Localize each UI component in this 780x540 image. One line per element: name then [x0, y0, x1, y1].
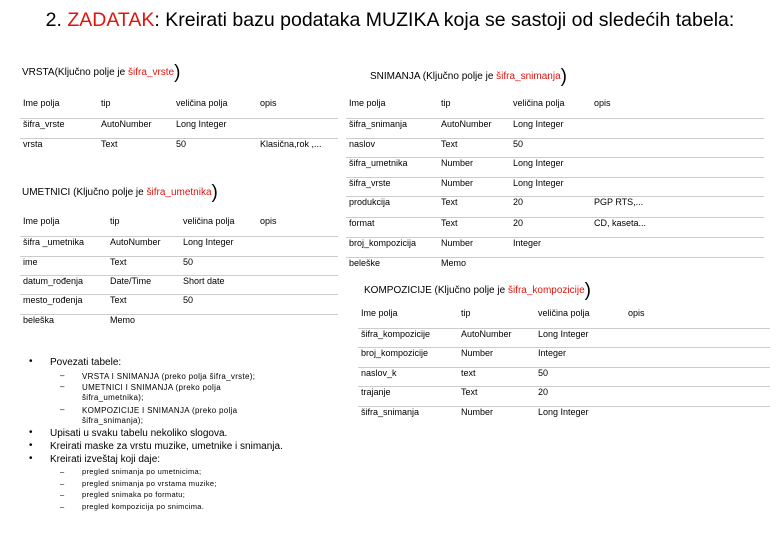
table-cell: Ime polja [20, 98, 98, 118]
title-highlight: ZADATAK [67, 9, 155, 31]
table-header-row [358, 308, 770, 328]
table-cell: Text [438, 217, 510, 237]
sub-item: VRSTA I SNIMANJA (preko polja šifra_vrste); [82, 372, 256, 381]
table-cell: Integer [535, 347, 625, 367]
table-cell: Memo [441, 257, 467, 268]
table-cell: tip [438, 98, 510, 118]
vrsta-caption: VRSTA(Ključno polje je šifra_vrste) [22, 62, 181, 83]
dash: – [60, 502, 65, 511]
table-row [358, 367, 770, 386]
table-cell [625, 347, 770, 367]
table-row [20, 256, 338, 275]
table-cell: Text [438, 138, 510, 157]
bullet-2-text: Upisati u svaku tabelu nekoliko slogova. [50, 428, 228, 439]
table-cell [591, 157, 764, 177]
table-cell: Date/Time [107, 275, 180, 294]
table-row [20, 138, 338, 174]
table-cell [257, 294, 338, 314]
table-row [346, 177, 764, 196]
bullet-3-text: Kreirati maske za vrstu muzike, umetnike i snimanja. [50, 441, 283, 452]
table-row [20, 314, 338, 336]
table-cell [625, 386, 770, 406]
table-row [358, 386, 770, 406]
bullet-1-text: Povezati tabele: [50, 357, 122, 368]
snimanja-table [346, 98, 764, 276]
table-cell: Long Integer [510, 157, 591, 177]
table-cell [591, 237, 764, 257]
table-row [346, 237, 764, 257]
table-cell: 50 [510, 138, 591, 157]
table-cell: tip [107, 216, 180, 236]
dash: – [60, 371, 65, 380]
sub-item: pregled snimaka po formatu; [82, 490, 186, 499]
table-cell: veličina polja [173, 98, 257, 118]
table-cell: trajanje [358, 386, 458, 406]
table-cell [257, 314, 338, 336]
table-cell: CD, kaseta... [591, 217, 764, 237]
table-cell: opis [257, 98, 338, 118]
table-cell [625, 406, 770, 425]
table-cell [257, 118, 338, 138]
table-cell: tip [458, 308, 535, 328]
table-cell: broj_kompozicija [346, 237, 438, 257]
table-cell: beleška [23, 314, 55, 325]
table-cell: Long Integer [510, 118, 591, 138]
table-cell: Long Integer [535, 328, 625, 347]
bullet-4: • [29, 453, 33, 464]
sub-item: pregled snimanja po vrstama muzike; [82, 479, 217, 488]
table-cell: ime [20, 256, 107, 275]
table-cell [257, 275, 338, 294]
table-cell [625, 367, 770, 386]
table-cell: Ime polja [20, 216, 107, 236]
table-cell: šifra_vrste [346, 177, 438, 196]
table-cell: veličina polja [535, 308, 625, 328]
table-cell: Number [438, 237, 510, 257]
sub-item: UMETNICI I SNIMANJA (preko polja [82, 383, 221, 392]
table-cell: 20 [510, 196, 591, 217]
table-row [346, 118, 764, 138]
table-cell: Ime polja [358, 308, 458, 328]
table-row [358, 328, 770, 347]
table-cell: Number [461, 406, 494, 417]
table-cell: opis [257, 216, 338, 236]
table-cell: tip [98, 98, 173, 118]
table-cell: 20 [535, 386, 625, 406]
table-cell: šifra _umetnika [20, 236, 107, 256]
table-cell: šifra_kompozicije [358, 328, 458, 347]
dash: – [60, 467, 65, 476]
umetnici-table [20, 216, 338, 336]
table-cell: šifra_snimanja [361, 406, 420, 417]
table-cell: veličina polja [510, 98, 591, 118]
table-cell: Text [101, 138, 118, 149]
kompozicije-table [358, 308, 770, 425]
table-cell: Text [438, 196, 510, 217]
table-row [20, 236, 338, 256]
table-cell [257, 256, 338, 275]
table-cell: 50 [535, 367, 625, 386]
snimanja-caption: SNIMANJA (Ključno polje je šifra_snimanja) [370, 66, 567, 87]
table-cell: Ime polja [346, 98, 438, 118]
table-header-row [20, 216, 338, 236]
table-row [358, 406, 770, 425]
table-row [346, 257, 764, 276]
table-cell: mesto_rođenja [20, 294, 107, 314]
table-cell: šifra_snimanja [346, 118, 438, 138]
kompozicije-caption: KOMPOZICIJE (Ključno polje je šifra_kompozicije) [364, 280, 591, 301]
table-cell: naslov [346, 138, 438, 157]
table-cell [591, 118, 764, 138]
table-cell [591, 138, 764, 157]
table-cell [257, 236, 338, 256]
table-cell [625, 328, 770, 347]
table-cell: 50 [180, 256, 257, 275]
table-cell: Integer [510, 237, 591, 257]
table-cell: Text [107, 256, 180, 275]
table-row [20, 294, 338, 314]
table-row [346, 138, 764, 157]
table-row [20, 118, 338, 138]
table-row [346, 196, 764, 217]
table-header-row [20, 98, 338, 118]
table-cell: AutoNumber [98, 118, 173, 138]
umetnici-caption: UMETNICI (Ključno polje je šifra_umetnika) [22, 182, 218, 203]
table-cell: datum_rođenja [20, 275, 107, 294]
table-cell: produkcija [346, 196, 438, 217]
table-cell: naslov_k [358, 367, 458, 386]
table-cell: Short date [180, 275, 257, 294]
table-cell: beleške [349, 257, 381, 268]
sub-item: pregled kompozicija po snimcima. [82, 502, 205, 511]
table-cell: 20 [510, 217, 591, 237]
table-cell: šifra_umetnika [346, 157, 438, 177]
table-cell: opis [591, 98, 764, 118]
dash: – [60, 479, 65, 488]
table-cell: Long Integer [180, 236, 257, 256]
table-cell: Number [458, 347, 535, 367]
table-cell [591, 257, 764, 276]
bullet-4-text: Kreirati izveštaj koji daje: [50, 454, 161, 465]
table-cell: Long Integer [538, 406, 589, 417]
table-cell: Text [458, 386, 535, 406]
table-cell: AutoNumber [438, 118, 510, 138]
table-cell: veličina polja [180, 216, 257, 236]
table-row [346, 157, 764, 177]
table-row [346, 217, 764, 237]
dash: – [60, 382, 65, 391]
table-cell: text [458, 367, 535, 386]
bullet-1: • [29, 356, 33, 367]
table-row [20, 275, 338, 294]
table-cell: 50 [180, 294, 257, 314]
table-cell: format [346, 217, 438, 237]
table-header-row [346, 98, 764, 118]
table-cell: broj_kompozicije [358, 347, 458, 367]
dash: – [60, 490, 65, 499]
bullet-3: • [29, 440, 33, 451]
table-cell: Klasična,rok ,... [260, 138, 322, 149]
sub-item: šifra_umetnika); [82, 393, 144, 402]
table-cell: Memo [110, 314, 136, 325]
table-cell: šifra_vrste [20, 118, 98, 138]
dash: – [60, 405, 65, 414]
table-cell: AutoNumber [458, 328, 535, 347]
table-cell: Number [438, 177, 510, 196]
table-cell: Number [438, 157, 510, 177]
table-cell: Long Integer [173, 118, 257, 138]
table-cell: vrsta [23, 138, 43, 149]
table-cell: Long Integer [510, 177, 591, 196]
table-cell: 50 [176, 138, 187, 149]
table-cell [510, 257, 591, 276]
sub-item: šifra_snimanja); [82, 416, 144, 425]
table-cell [591, 177, 764, 196]
table-cell: Text [107, 294, 180, 314]
sub-item: KOMPOZICIJE I SNIMANJA (preko polja [82, 406, 238, 415]
table-cell: opis [625, 308, 770, 328]
table-row [358, 347, 770, 367]
bullet-2: • [29, 427, 33, 438]
sub-item: pregled snimanja po umetnicima; [82, 467, 202, 476]
vrsta-table [20, 98, 338, 174]
table-cell: AutoNumber [107, 236, 180, 256]
table-cell: PGP RTS,... [591, 196, 764, 217]
page-title: 2. ZADATAK: Kreirati bazu podataka MUZIKA koja se sastoji od sledećih tabela: [45, 9, 735, 31]
table-cell [180, 314, 257, 336]
